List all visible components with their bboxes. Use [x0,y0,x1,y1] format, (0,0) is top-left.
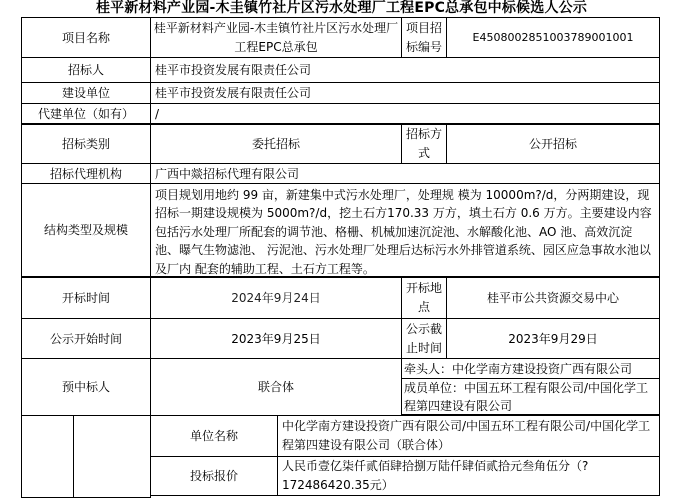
opening-place-value: 桂平市公共资源交易中心 [446,277,660,319]
opening-time-value: 2024年9月24日 [150,277,402,319]
agency-label: 招标代理机构 [21,163,151,184]
scale-value: 项目规划用地约 99 亩，新建集中式污水处理厂，处理规 模为 10000m?/d，分两期建设，现招标一期建设规模为 5000m?/d，挖土石方170.33 万方，填土石方 0.6 万方。主要建设内容包括污水处理厂所配套的调节池、格栅、机械加速沉淀池、水解酸化池、AO 池、高效沉淀池、曝气生物滤池、 污泥池、污水处理厂处理后达标污水外排管道系统、园区应急事故水池以及厂内 配套的辅助工程、土石方工程等。 [150,183,660,278]
unit-name-label: 单位名称 [150,415,278,457]
project-name-label: 项目名称 [21,17,151,58]
agency-value: 广西中燚招标代理有限公司 [150,163,660,184]
builder-value: 桂平市投资发展有限责任公司 [150,82,660,104]
unit-name-value: 中化学南方建设投资广西有限公司/中国五环工程有限公司/中国化学工程第四建设有限公司（联合体） [277,415,660,457]
bid-price-value-words: 人民币壹亿柒仟贰佰肆拾捌万陆仟肆佰贰拾元叁角伍分（? [282,459,589,473]
candidate-lead: 牵头人：中化学南方建设投资广西有限公司 [401,358,660,379]
opening-time-label: 开标时间 [21,277,151,319]
project-code-value: E4508002851003789001001 [446,17,660,58]
candidate-value: 联合体 [150,358,402,416]
blank-cell-mid [73,415,151,498]
tenderer-value: 桂平市投资发展有限责任公司 [150,57,660,83]
builder-label: 建设单位 [21,82,151,104]
scale-label: 结构类型及规模 [21,183,151,278]
blank-cell-left [21,415,74,498]
tender-type-value: 委托招标 [150,123,402,164]
bid-price-value-number: 172486420.35元） [282,478,394,492]
tender-type-label: 招标类别 [21,123,151,164]
candidate-label: 预中标人 [21,358,151,416]
agent-builder-label: 代建单位（如有） [21,103,151,125]
tenderer-label: 招标人 [21,57,151,83]
publicity-end-value: 2023年9月29日 [446,318,660,359]
opening-place-label: 开标地点 [401,277,447,319]
tender-method-value: 公开招标 [446,123,660,164]
project-name-value: 桂平新材料产业园-木圭镇竹社片区污水处理厂工程EPC总承包 [150,17,402,58]
page-title: 桂平新材料产业园-木圭镇竹社片区污水处理厂工程EPC总承包中标候选人公示 [95,0,588,16]
project-code-label: 项目招标编号 [401,17,447,58]
candidate-members: 成员单位：中国五环工程有限公司/中国化学工程第四建设有限公司 [401,378,660,416]
publicity-end-label: 公示截止时间 [401,318,447,359]
publicity-start-label: 公示开始时间 [21,318,151,359]
agent-builder-value: / [150,103,660,125]
tender-method-label: 招标方式 [401,123,447,164]
bid-price-label: 投标报价 [150,456,278,496]
bid-price-value [277,456,660,496]
publicity-start-value: 2023年9月25日 [150,318,402,359]
